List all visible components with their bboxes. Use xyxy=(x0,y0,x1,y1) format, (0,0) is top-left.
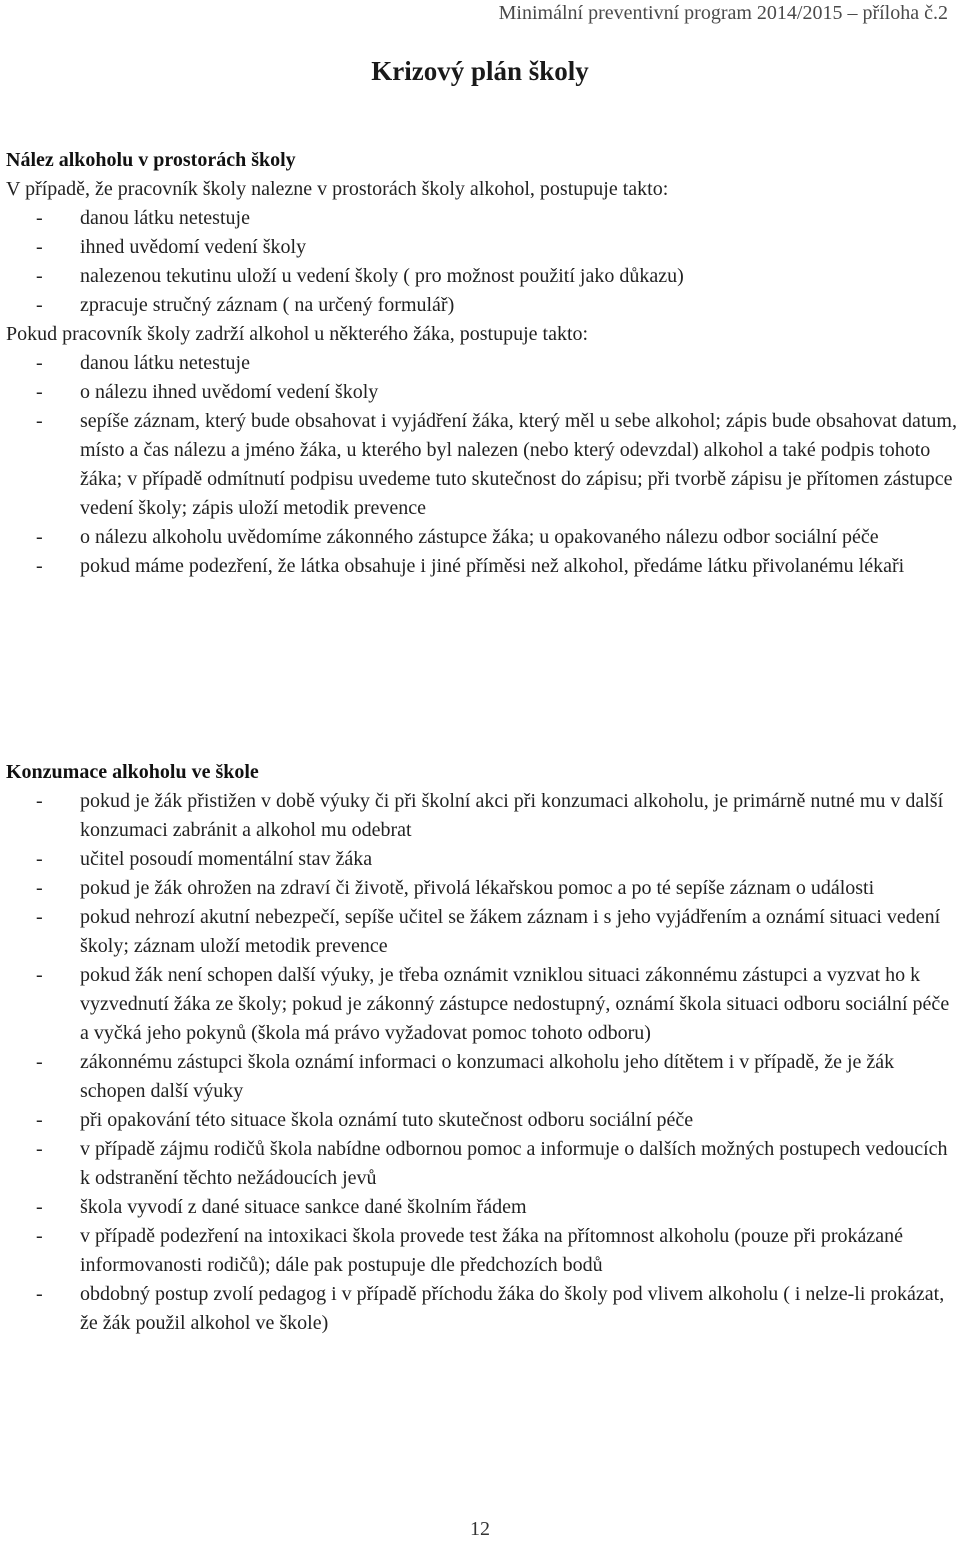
list-item: - učitel posoudí momentální stav žáka xyxy=(6,845,958,874)
page-number: 12 xyxy=(470,1518,490,1540)
procedure-list-consumption xyxy=(6,787,958,1338)
list-item: - o nálezu alkoholu uvědomíme zákonného zástupce žáka; u opakovaného nálezu odbor sociální péče xyxy=(6,523,958,552)
list-item: - pokud máme podezření, že látka obsahuje i jiné příměsi než alkohol, předáme látku přivolanému lékaři xyxy=(6,552,958,581)
section-heading: Konzumace alkoholu ve škole xyxy=(6,761,259,783)
list-item: - při opakování této situace škola oznámí tuto skutečnost odboru sociální péče xyxy=(6,1106,958,1135)
list-item: - zpracuje stručný záznam ( na určený formulář) xyxy=(6,291,958,320)
list-item: - nalezenou tekutinu uloží u vedení školy ( pro možnost použití jako důkazu) xyxy=(6,262,958,291)
list-item: - pokud je žák přistižen v době výuky či při školní akci při konzumaci alkoholu, je primárně nutné mu v další konzumaci zabránit a alkohol mu odebrat xyxy=(6,787,958,845)
page-title: Krizový plán školy xyxy=(371,56,589,86)
procedure-list-found xyxy=(6,204,958,320)
list-item: - danou látku netestuje xyxy=(6,204,958,233)
list-item: - v případě zájmu rodičů škola nabídne odbornou pomoc a informuje o dalších možných postupech vedoucích k odstranění těchto nežádoucích jevů xyxy=(6,1135,958,1193)
list-item: - obdobný postup zvolí pedagog i v případě příchodu žáka do školy pod vlivem alkoholu ( i nelze-li prokázat, že žák použil alkohol ve škole) xyxy=(6,1280,958,1338)
list-item: - škola vyvodí z dané situace sankce dané školním řádem xyxy=(6,1193,958,1222)
section-intro: V případě, že pracovník školy nalezne v prostorách školy alkohol, postupuje takto: xyxy=(6,178,669,200)
section-alcohol-consumption xyxy=(6,758,958,1338)
list-item: - sepíše záznam, který bude obsahovat i vyjádření žáka, který měl u sebe alkohol; zápis bude obsahovat datum, místo a čas nálezu a jméno žáka, u kterého byl nalezen (nebo který odevzdal) alkohol a také podpis tohoto žáka; v případě odmítnutí podpisu uvedeme tuto skutečnost do zápisu; při tvorbě zápisu je přítomen zástupce vedení školy; zápis uloží metodik prevence xyxy=(6,407,958,523)
list-item: - o nálezu ihned uvědomí vedení školy xyxy=(6,378,958,407)
list-item: - zákonnému zástupci škola oznámí informaci o konzumaci alkoholu jeho dítětem i v případě, že je žák schopen další výuky xyxy=(6,1048,958,1106)
procedure-list-seized xyxy=(6,349,958,581)
section-intro-2: Pokud pracovník školy zadrží alkohol u některého žáka, postupuje takto: xyxy=(6,323,589,345)
list-item: - pokud žák není schopen další výuky, je třeba oznámit vzniklou situaci zákonnému zástupci a vyzvat ho k vyzvednutí žáka ze školy; pokud je zákonný zástupce nedostupný, oznámí škola situaci odboru sociální péče a vyčká jeho pokynů (škola má právo vyžadovat pomoc tohoto odboru) xyxy=(6,961,958,1048)
running-header: Minimální preventivní program 2014/2015 – příloha č.2 xyxy=(498,2,948,24)
list-item: - pokud nehrozí akutní nebezpečí, sepíše učitel se žákem záznam i s jeho vyjádřením a oznámí situaci vedení školy; záznam uloží metodik prevence xyxy=(6,903,958,961)
list-item: - pokud je žák ohrožen na zdraví či životě, přivolá lékařskou pomoc a po té sepíše záznam o události xyxy=(6,874,958,903)
section-alcohol-found xyxy=(6,146,958,581)
section-heading: Nález alkoholu v prostorách školy xyxy=(6,149,296,171)
list-item: - v případě podezření na intoxikaci škola provede test žáka na přítomnost alkoholu (pouze při prokázané informovanosti rodičů); dále pak postupuje dle předchozích bodů xyxy=(6,1222,958,1280)
list-item: - ihned uvědomí vedení školy xyxy=(6,233,958,262)
list-item: - danou látku netestuje xyxy=(6,349,958,378)
